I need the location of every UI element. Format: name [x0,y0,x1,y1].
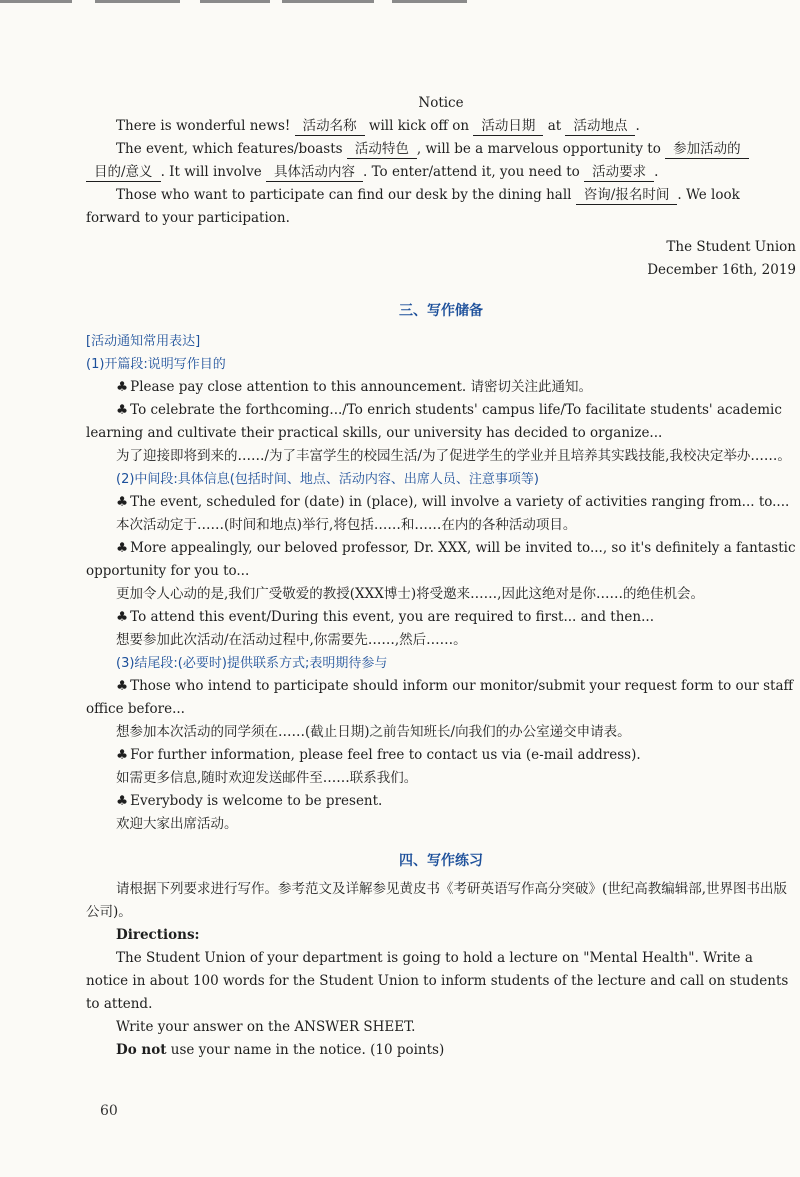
notice-line-2 [86,138,796,184]
expression-text: To attend this event/During this event, you are required to first... and then... [130,609,654,625]
page-number: 60 [100,1103,118,1119]
notice-text: There is wonderful news! [116,118,291,134]
club-icon: ♣ [116,609,129,625]
notice-text: . [654,164,659,180]
blank-requirements: 活动要求 [584,163,654,182]
blank-purpose-b: 目的/意义 [86,163,161,182]
section-4-heading: 四、写作练习 [399,853,483,869]
translation-text: 欢迎大家出席活动。 [116,816,238,832]
translation-text: 本次活动定于……(时间和地点)举行,将包括……和……在内的各种活动项目。 [116,517,577,533]
part-1-heading: (1)开篇段:说明写作目的 [86,357,226,372]
club-icon: ♣ [116,494,129,510]
expression-text: The event, scheduled for (date) in (place), will involve a variety of activities ranging from... to.... [130,494,790,510]
section-3-heading: 三、写作储备 [399,303,483,319]
name-instruction [86,1039,796,1062]
notice-text: . We look forward to your participation. [86,187,740,226]
blank-event-name: 活动名称 [295,117,365,136]
expression-item [86,675,796,721]
club-icon: ♣ [116,747,129,763]
notice-text: will kick off on [368,118,470,134]
expression-item [86,744,796,767]
edge-bar [0,0,72,3]
edge-bar [282,0,374,3]
club-icon: ♣ [116,793,129,809]
notice-text: Those who want to participate can find our desk by the dining hall [116,187,572,203]
blank-registration-time: 咨询/报名时间 [576,186,678,205]
instruction-text: use your name in the notice. (10 points) [170,1042,445,1058]
notice-text: . It will involve [160,164,262,180]
expression-text: To celebrate the forthcoming.../To enrich students' campus life/To facilitate students' academic learning and cultivate their practical skills, our university has decided to organize... [86,402,782,441]
club-icon: ♣ [116,402,129,418]
notice-text: , will be a marvelous opportunity to [416,141,661,157]
notice-text: The event, which features/boasts [116,141,343,157]
notice-line-4 [86,184,796,230]
expression-item [86,376,796,399]
notice-text: at [547,118,562,134]
notice-text: . [635,118,640,134]
expression-item [86,606,796,629]
translation-text: 如需更多信息,随时欢迎发送邮件至……联系我们。 [116,770,418,786]
blank-event-place: 活动地点 [565,117,635,136]
expression-item [86,491,796,514]
expression-text: For further information, please feel free to contact us via (e-mail address). [130,747,641,763]
translation-text: 为了迎接即将到来的……/为了丰富学生的校园生活/为了促进学生的学业并且培养其实践技能,我校决定举办……。 [116,448,791,464]
expression-item [86,537,796,583]
club-icon: ♣ [116,540,129,556]
answer-instruction: Write your answer on the ANSWER SHEET. [116,1019,416,1035]
notice-text: . To enter/attend it, you need to [363,164,580,180]
part-3-heading: (3)结尾段:(必要时)提供联系方式;表明期待参与 [116,656,388,671]
section-3-subtitle: [活动通知常用表达] [86,334,201,349]
translation-text: 更加令人心动的是,我们广受敬爱的教授(XXX博士)将受邀来……,因此这绝对是你……的绝佳机会。 [116,586,704,602]
edge-bar [392,0,467,3]
expression-text: Everybody is welcome to be present. [130,793,383,809]
blank-event-features: 活动特色 [347,140,417,159]
notice-line-1 [86,115,796,138]
blank-event-date: 活动日期 [473,117,543,136]
signature-date: December 16th, 2019 [647,262,796,278]
bold-text: Do not [116,1042,167,1058]
task-description: The Student Union of your department is going to hold a lecture on "Mental Health". Write a notice in about 100 words for the Student Union to inform students of the lecture and call on students to attend. [86,950,789,1012]
blank-activity-content: 具体活动内容 [266,163,363,182]
edge-bar [95,0,180,3]
page-content [86,92,796,1062]
part-2-heading: (2)中间段:具体信息(包括时间、地点、活动内容、出席人员、注意事项等) [116,472,539,487]
directions-label: Directions: [116,927,200,943]
expression-text: Please pay close attention to this announcement. 请密切关注此通知。 [130,379,593,395]
club-icon: ♣ [116,379,129,395]
club-icon: ♣ [116,678,129,694]
translation-text: 想参加本次活动的同学须在……(截止日期)之前告知班长/向我们的办公室递交申请表。 [116,724,631,740]
expression-text: More appealingly, our beloved professor, Dr. XXX, will be invited to..., so it's definitely a fantastic opportunity for you to... [86,540,796,579]
blank-purpose-a: 参加活动的 [665,140,749,159]
signature-org: The Student Union [666,239,796,255]
expression-item [86,790,796,813]
notice-title: Notice [418,95,464,111]
exercise-intro: 请根据下列要求进行写作。参考范文及详解参见黄皮书《考研英语写作高分突破》(世纪高教编辑部,世界图书出版公司)。 [86,881,788,920]
edge-bar [200,0,270,3]
expression-item [86,399,796,445]
expression-text: Those who intend to participate should inform our monitor/submit your request form to our staff office before... [86,678,794,717]
translation-text: 想要参加此次活动/在活动过程中,你需要先……,然后……。 [116,632,467,648]
